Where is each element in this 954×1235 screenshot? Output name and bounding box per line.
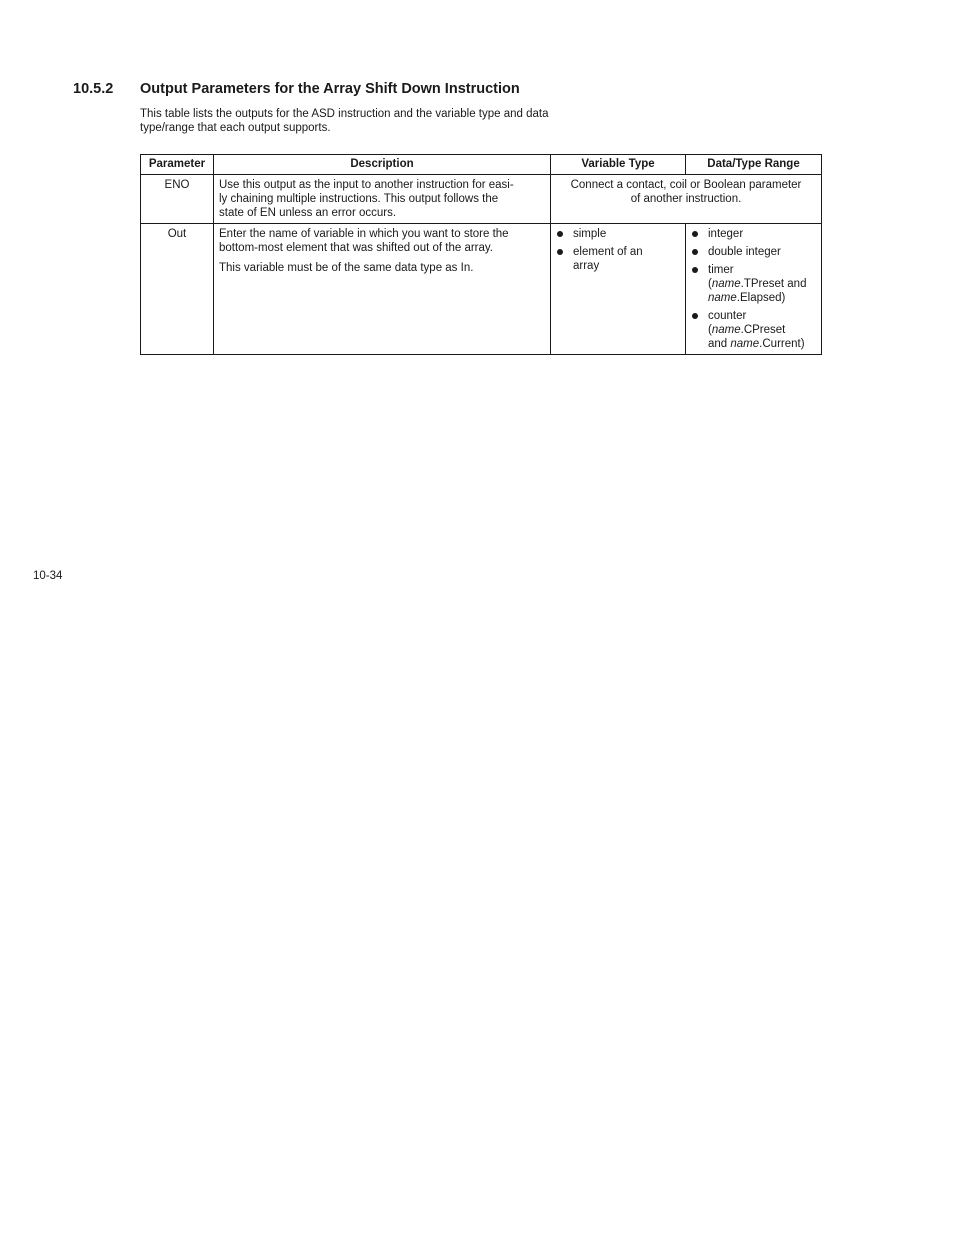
description-cell — [214, 224, 551, 355]
paren-text: ( — [708, 278, 712, 290]
merged-type-cell — [551, 175, 822, 224]
list-item-text: .TPreset and — [740, 278, 807, 290]
header-description: Description — [214, 155, 551, 175]
list-item — [556, 245, 680, 273]
header-parameter: Parameter — [141, 155, 214, 175]
header-variable-type: Variable Type — [551, 155, 686, 175]
italic-name: name — [711, 278, 741, 290]
list-item-text: .CPreset — [740, 324, 786, 336]
description-line: Use this output as the input to another instruction for easi- — [219, 179, 514, 191]
list-item-text: array — [573, 260, 600, 272]
description-paragraph — [219, 227, 545, 255]
merged-line: Connect a contact, coil or Boolean parameter — [570, 179, 802, 191]
list-item-text: simple — [573, 228, 607, 240]
list-item-text: .Elapsed) — [736, 292, 786, 304]
list-item-text: .Current) — [759, 338, 805, 350]
list-item-text: integer — [708, 228, 744, 240]
section-number: 10.5.2 — [73, 81, 114, 97]
description-paragraph — [219, 261, 545, 275]
list-item-text: element of an — [573, 246, 643, 258]
data-type-range-cell — [686, 224, 822, 355]
list-item — [691, 245, 816, 259]
page-number: 10-34 — [33, 570, 63, 582]
list-item-text: timer — [708, 264, 734, 276]
parameter-cell: Out — [141, 224, 214, 355]
list-item — [691, 227, 816, 241]
description-line: bottom-most element that was shifted out of the array. — [219, 242, 494, 254]
table-row — [141, 175, 822, 224]
description-line: state of EN unless an error occurs. — [219, 207, 397, 219]
intro-line: type/range that each output supports. — [140, 121, 331, 134]
data-type-range-list — [691, 227, 816, 351]
intro-paragraph — [140, 108, 610, 135]
header-data-type-range: Data/Type Range — [686, 155, 822, 175]
table-row — [141, 224, 822, 355]
list-item-text: and — [708, 338, 731, 350]
list-item — [691, 309, 816, 351]
description-cell — [214, 175, 551, 224]
list-item — [556, 227, 680, 241]
description-line: Enter the name of variable in which you want to store the — [219, 228, 509, 240]
variable-type-list — [556, 227, 680, 273]
list-item — [691, 263, 816, 305]
description-line: ly chaining multiple instructions. This output follows the — [219, 193, 499, 205]
description-line: This variable must be of the same data type as In. — [219, 262, 474, 274]
italic-name: name — [730, 338, 760, 350]
variable-type-cell — [551, 224, 686, 355]
list-item-text: counter — [708, 310, 747, 322]
merged-line: of another instruction. — [630, 193, 742, 205]
section-heading — [73, 81, 520, 97]
paren-text: ( — [708, 324, 712, 336]
intro-line: This table lists the outputs for the ASD instruction and the variable type and data — [140, 108, 549, 120]
output-parameters-table — [140, 154, 822, 355]
section-title: Output Parameters for the Array Shift Down Instruction — [140, 81, 520, 97]
list-item-text: double integer — [708, 246, 781, 258]
italic-name: name — [711, 324, 741, 336]
italic-name: name — [708, 292, 737, 304]
parameter-cell: ENO — [141, 175, 214, 224]
table-header-row — [141, 155, 822, 175]
